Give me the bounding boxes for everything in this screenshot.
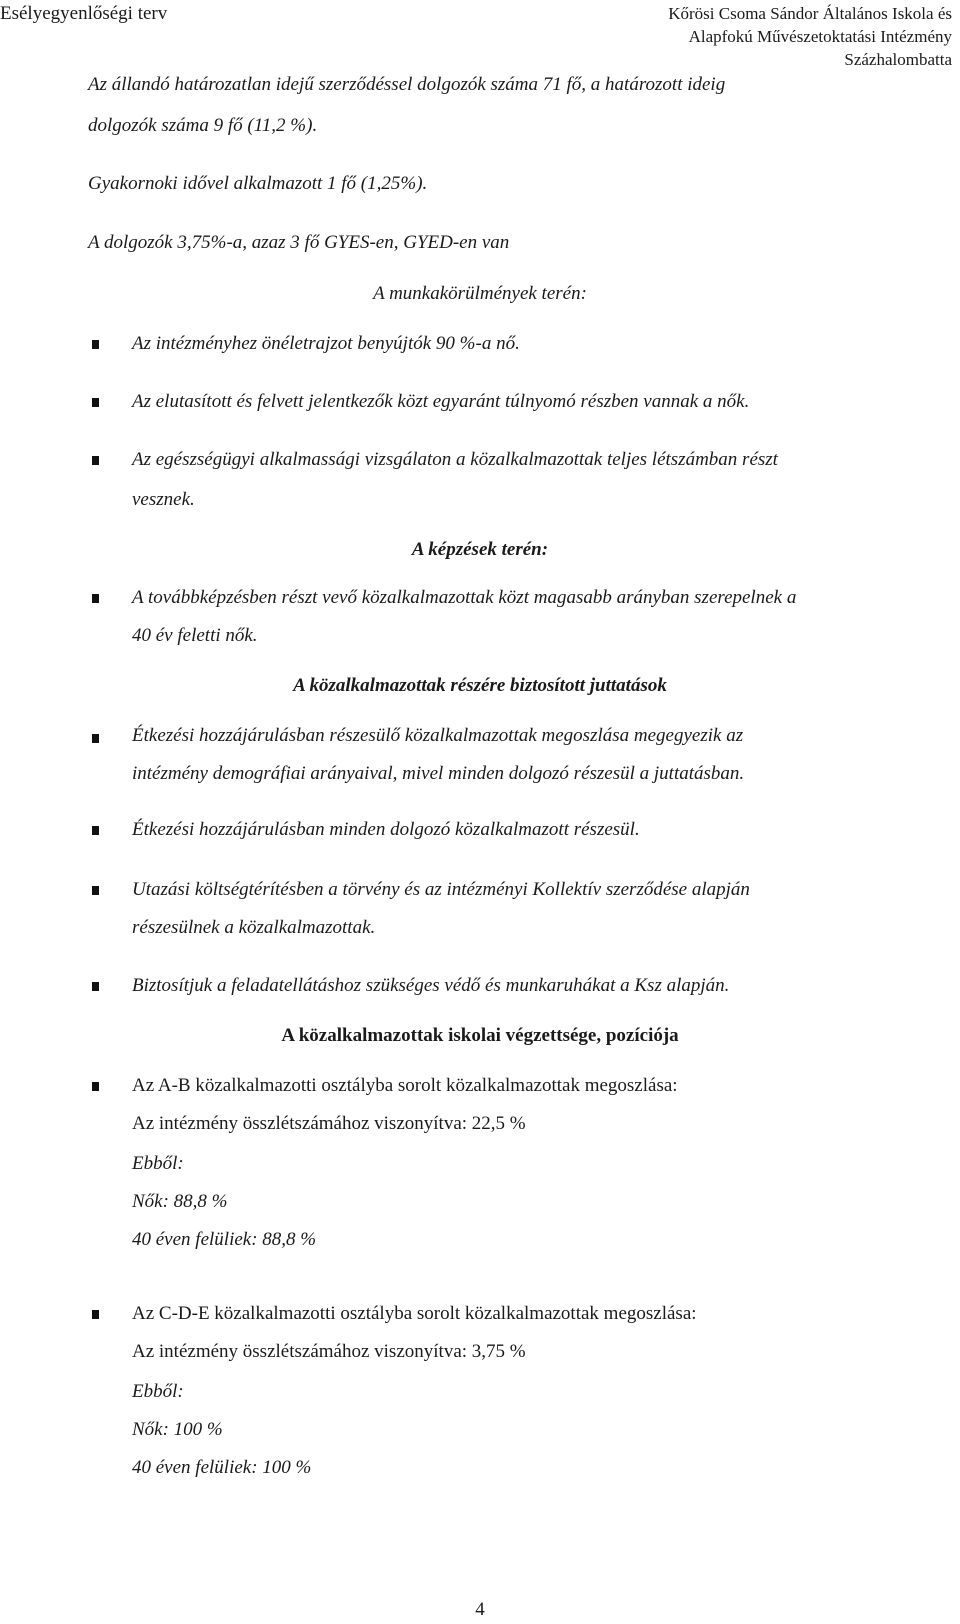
list-item-detail: Nők: 100 % [132,1419,223,1440]
section-heading: A képzések terén: [411,539,549,560]
list-item: Az intézményhez önéletrajzot benyújtók 90 %-a nő. [132,333,520,354]
paragraph-line: Az állandó határozatlan idejű szerződéssel dolgozók száma 71 fő, a határozott ideig [88,74,726,95]
list-item-continuation: intézmény demográfiai arányaival, mivel minden dolgozó részesül a juttatásban. [132,763,745,784]
bullet-icon [92,982,99,991]
list-item-detail: Nők: 88,8 % [132,1191,228,1212]
bullet-icon [92,340,99,349]
paragraph-line: dolgozók száma 9 fő (11,2 %). [88,115,318,136]
list-item-detail: 40 éven felüliek: 88,8 % [132,1229,317,1250]
paragraph: A dolgozók 3,75%-a, azaz 3 fő GYES-en, GYED-en van [88,232,510,253]
section-heading: A közalkalmazottak iskolai végzettsége, pozíciója [281,1025,679,1046]
bullet-icon [92,594,99,603]
list-item: Az elutasított és felvett jelentkezők közt egyaránt túlnyomó részben vannak a nők. [132,391,750,412]
page-number: 4 [475,1599,485,1620]
bullet-icon [92,734,99,743]
list-item: Az C-D-E közalkalmazotti osztályba sorolt közalkalmazottak megoszlása: [132,1303,697,1324]
list-item: A továbbképzésben részt vevő közalkalmazottak közt magasabb arányban szerepelnek a [132,587,797,608]
header-institution-line: Kőrösi Csoma Sándor Általános Iskola és [668,4,952,23]
list-item: Az egészségügyi alkalmassági vizsgálaton a közalkalmazottak teljes létszámban részt [132,449,778,470]
header-left-title: Esélyegyenlőségi terv [0,3,168,24]
bullet-icon [92,1310,99,1319]
list-item: Az A-B közalkalmazotti osztályba sorolt közalkalmazottak megoszlása: [132,1075,678,1096]
list-item: Biztosítjuk a feladatellátáshoz szükséges védő és munkaruhákat a Ksz alapján. [132,975,730,996]
bullet-icon [92,886,99,895]
paragraph: Gyakornoki idővel alkalmazott 1 fő (1,25%). [88,173,428,194]
list-item-detail: Ebből: [132,1153,184,1174]
bullet-icon [92,826,99,835]
bullet-icon [92,456,99,465]
list-item-continuation: vesznek. [132,489,195,510]
list-item-continuation: 40 év feletti nők. [132,625,258,646]
list-item-detail: Ebből: [132,1381,184,1402]
header-institution-line: Alapfokú Művészetoktatási Intézmény [688,27,952,46]
list-item: Utazási költségtérítésben a törvény és az intézményi Kollektív szerződése alapján [132,879,750,900]
bullet-icon [92,1082,99,1091]
list-item: Étkezési hozzájárulásban minden dolgozó közalkalmazott részesül. [132,819,640,840]
list-item-detail: Az intézmény összlétszámához viszonyítva: 22,5 % [132,1113,526,1134]
list-item-detail: 40 éven felüliek: 100 % [132,1457,312,1478]
section-heading: A munkakörülmények terén: [373,283,587,304]
bullet-icon [92,398,99,407]
header-institution [668,2,952,71]
list-item-continuation: részesülnek a közalkalmazottak. [132,917,376,938]
list-item-detail: Az intézmény összlétszámához viszonyítva: 3,75 % [132,1341,526,1362]
section-heading: A közalkalmazottak részére biztosított juttatások [293,675,667,696]
header-institution-line: Százhalombatta [844,50,952,69]
list-item: Étkezési hozzájárulásban részesülő közalkalmazottak megoszlása megegyezik az [132,725,744,746]
